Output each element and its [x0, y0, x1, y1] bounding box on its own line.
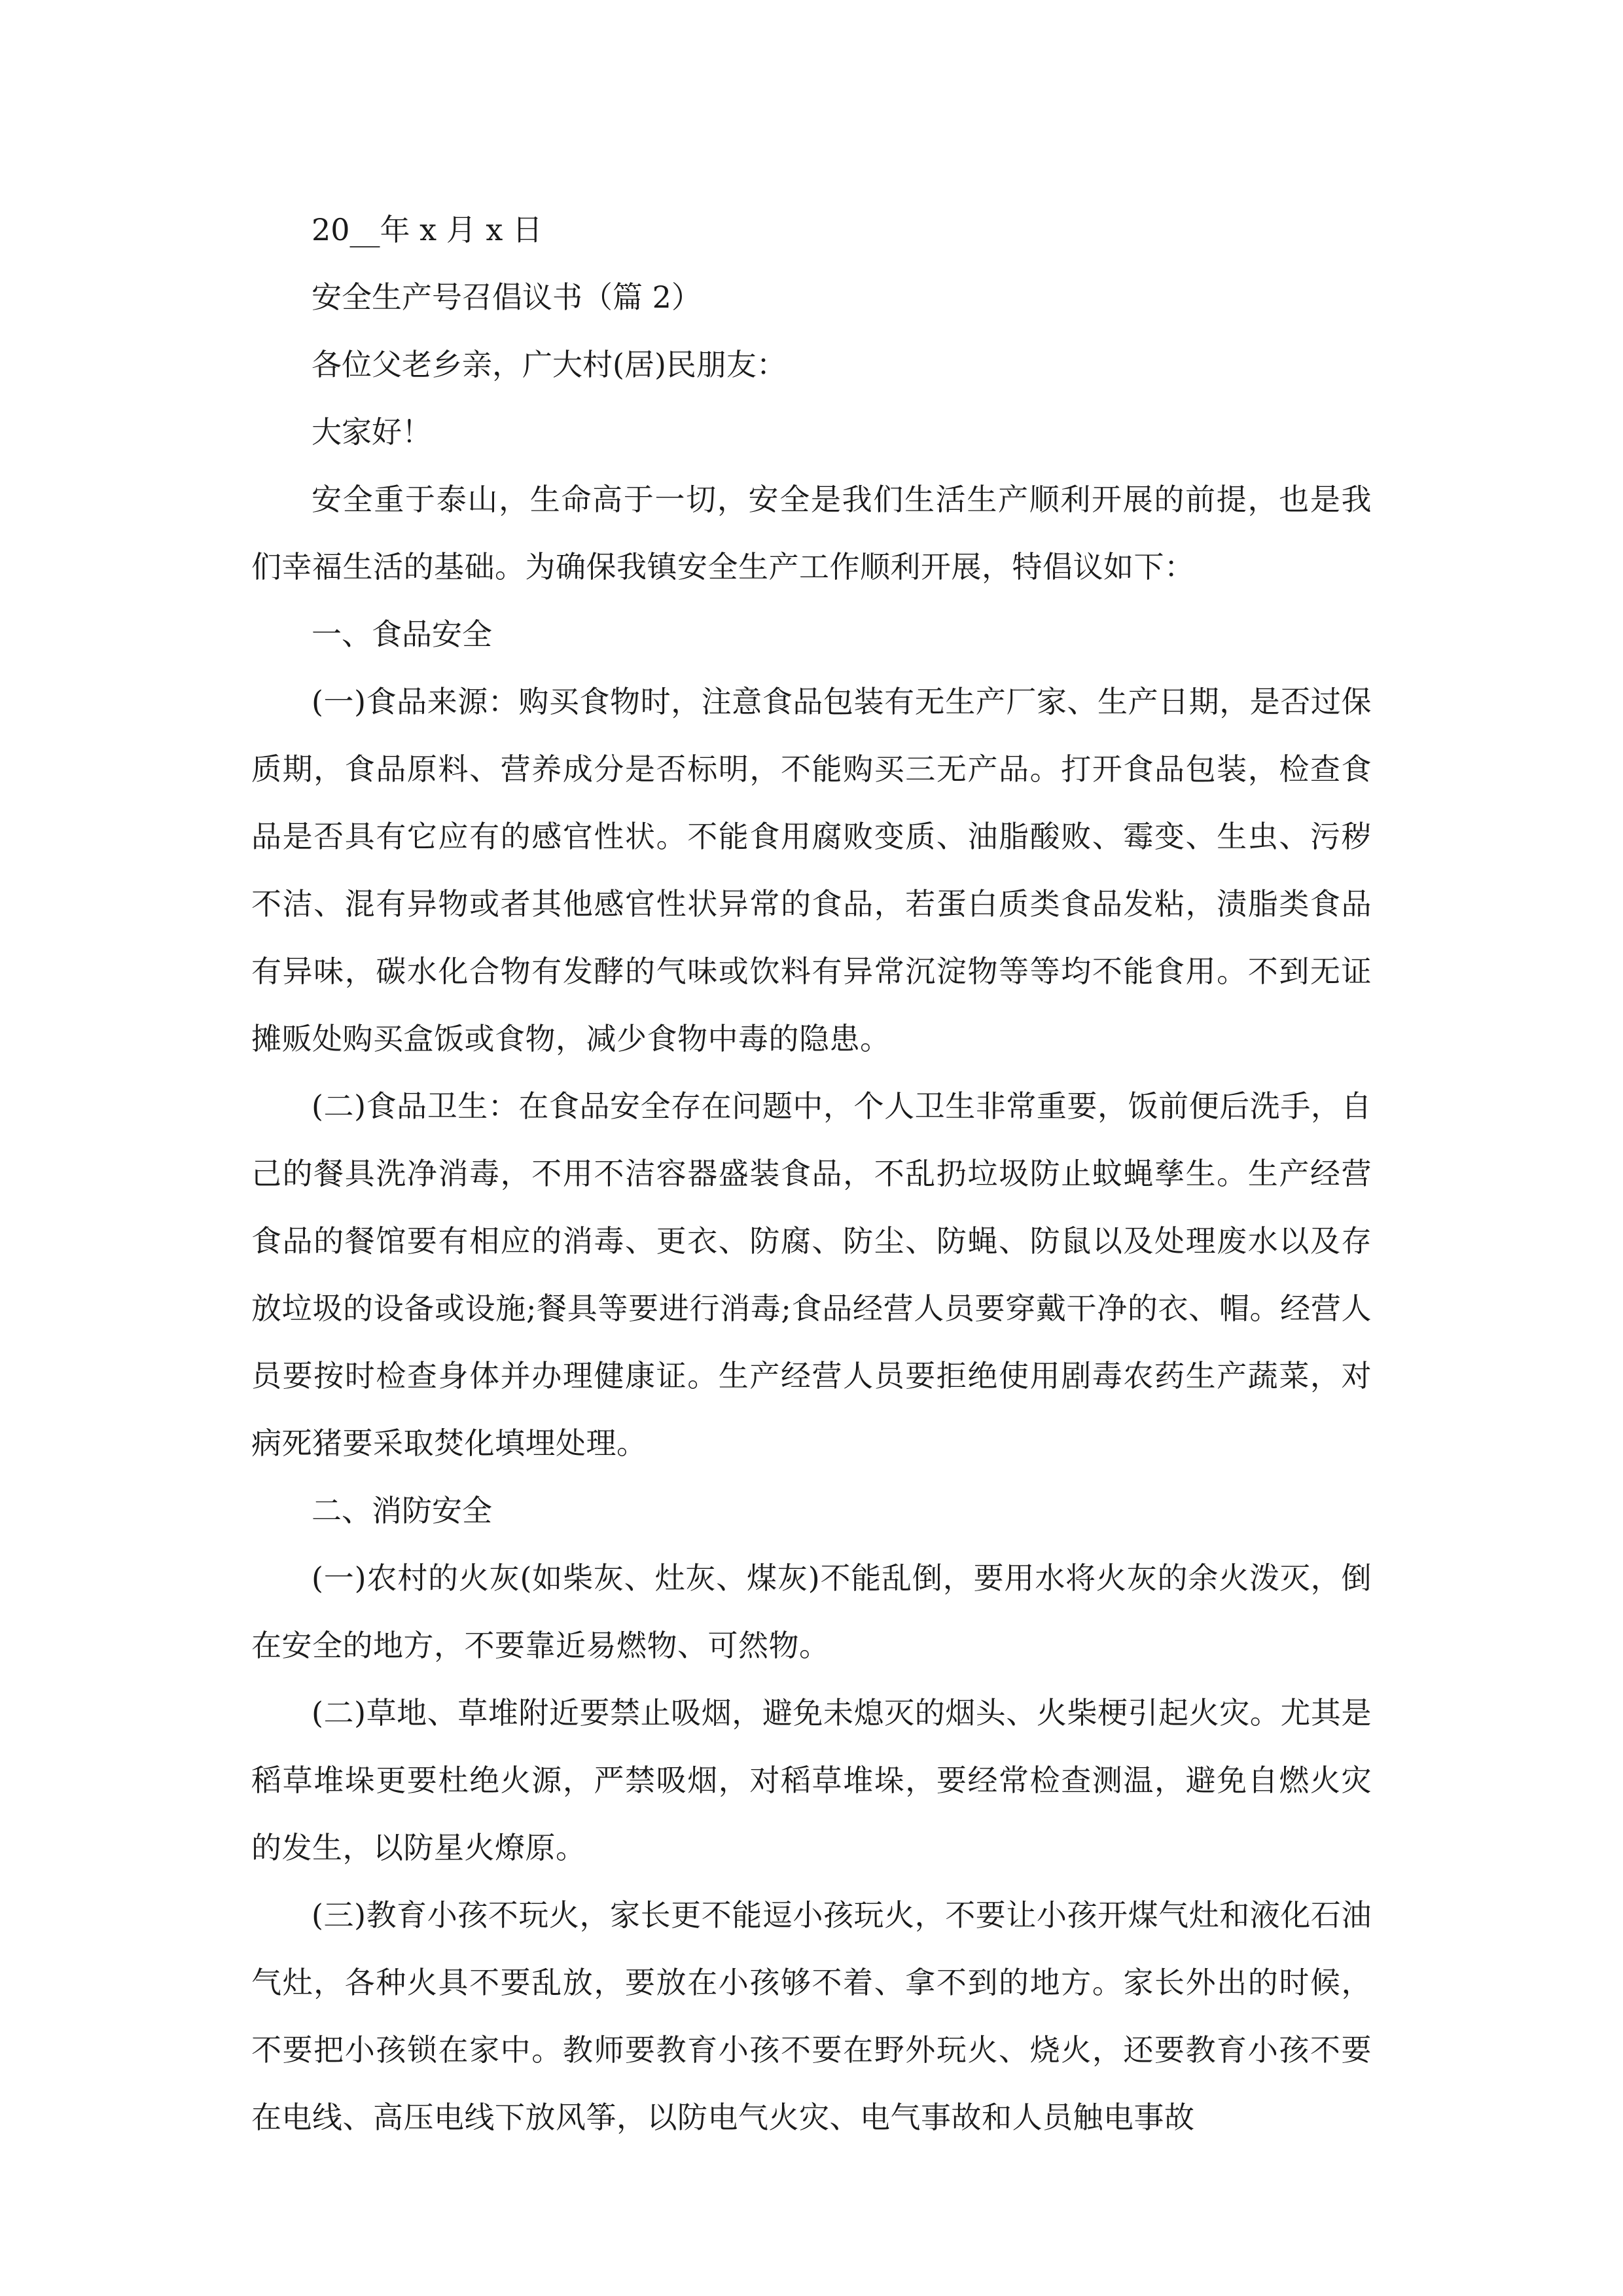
salutation: 各位父老乡亲，广大村(居)民朋友：	[312, 347, 787, 382]
paragraph-fire-ash: (一)农村的火灰(如柴灰、灶灰、煤灰)不能乱倒，要用水将火灰的余火泼灭，倒在安全的地方，不要靠近易燃物、可然物。	[251, 1560, 1372, 1663]
paragraph-fire-children: (三)教育小孩不玩火，家长更不能逗小孩玩火，不要让小孩开煤气灶和液化石油气灶，各种火具不要乱放，要放在小孩够不着、拿不到的地方。家长外出的时候，不要把小孩锁在家中。教师要教育小孩不要在野外玩火、烧火，还要教育小孩不要在电线、高压电线下放风筝，以防电气火灾、电气事故和人员触电事故	[251, 1897, 1372, 2135]
date-line: 20__年 x 月 x 日	[312, 212, 543, 247]
greeting: 大家好！	[312, 414, 432, 450]
document-body	[251, 196, 1372, 2151]
document-title: 安全生产号召倡议书（篇 2）	[312, 279, 702, 315]
paragraph-food-hygiene: (二)食品卫生：在食品安全存在问题中，个人卫生非常重要，饭前便后洗手，自己的餐具洗净消毒，不用不洁容器盛装食品，不乱扔垃圾防止蚊蝇孳生。生产经营食品的餐馆要有相应的消毒、更衣、防腐、防尘、防蝇、防鼠以及处理废水以及存放垃圾的设备或设施;餐具等要进行消毒;食品经营人员要穿戴干净的衣、帽。经营人员要按时检查身体并办理健康证。生产经营人员要拒绝使用剧毒农药生产蔬菜，对病死猪要采取焚化填埋处理。	[251, 1088, 1372, 1461]
paragraph-food-source: (一)食品来源：购买食物时，注意食品包装有无生产厂家、生产日期，是否过保质期，食品原料、营养成分是否标明，不能购买三无产品。打开食品包装，检查食品是否具有它应有的感官性状。不能食用腐败变质、油脂酸败、霉变、生虫、污秽不洁、混有异物或者其他感官性状异常的食品，若蛋白质类食品发粘，渍脂类食品有异味，碳水化合物有发酵的气味或饮料有异常沉淀物等等均不能食用。不到无证摊贩处购买盒饭或食物，减少食物中毒的隐患。	[251, 684, 1372, 1056]
paragraph-fire-smoking: (二)草地、草堆附近要禁止吸烟，避免未熄灭的烟头、火柴梗引起火灾。尤其是稻草堆垛更要杜绝火源，严禁吸烟，对稻草堆垛，要经常检查测温，避免自燃火灾的发生，以防星火燎原。	[251, 1695, 1372, 1865]
section-heading-food-safety: 一、食品安全	[312, 617, 492, 652]
intro-paragraph: 安全重于泰山，生命高于一切，安全是我们生活生产顺利开展的前提，也是我们幸福生活的基础。为确保我镇安全生产工作顺利开展，特倡议如下：	[251, 482, 1372, 584]
section-heading-fire-safety: 二、消防安全	[312, 1493, 492, 1528]
